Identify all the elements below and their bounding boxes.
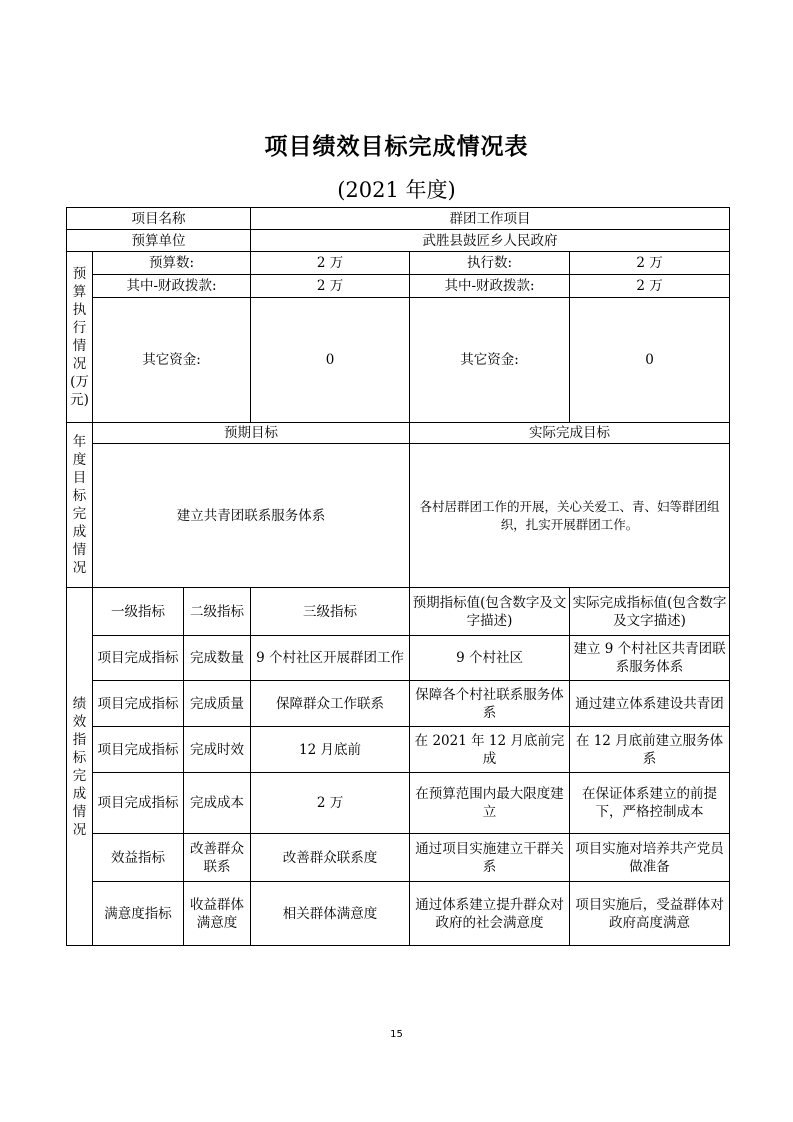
level2-cell: 完成时效 [184,727,251,773]
level3-cell: 9 个村社区开展群团工作 [251,636,410,681]
level2-cell: 完成数量 [184,636,251,681]
executed-amount-value: 2 万 [570,252,730,275]
level1-cell: 项目完成指标 [93,636,184,681]
page-title: 项目绩效目标完成情况表 [264,134,529,160]
indicator-header-row [67,588,730,636]
actual-cell: 在保证体系建立的前提下，严格控制成本 [570,773,730,834]
fiscal-executed-value: 2 万 [570,275,730,298]
other-budget-value: 0 [251,298,410,423]
annual-content-row [67,444,730,588]
header-actual: 实际完成指标值(包含数字及文字描述) [570,588,730,636]
header-level1: 一级指标 [93,588,184,636]
page-number: 15 [390,1029,403,1040]
page-subtitle: (2021 年度) [337,178,456,202]
other-executed-value: 0 [570,298,730,423]
level2-cell: 改善群众联系 [184,834,251,882]
project-name-value: 群团工作项目 [251,208,730,230]
level3-cell: 2 万 [251,773,410,834]
level3-cell: 相关群体满意度 [251,882,410,946]
level2-cell: 完成质量 [184,681,251,727]
level2-cell: 收益群体满意度 [184,882,251,946]
level1-cell: 效益指标 [93,834,184,882]
budget-unit-row [67,230,730,252]
fiscal-row [67,275,730,298]
table-row [67,773,730,834]
table-row [67,834,730,882]
performance-table [66,207,730,946]
actual-cell: 在 12 月底前建立服务体系 [570,727,730,773]
level3-cell: 保障群众工作联系 [251,681,410,727]
executed-amount-label: 执行数: [410,252,570,275]
actual-cell: 通过建立体系建设共青团 [570,681,730,727]
project-name-row [67,208,730,230]
actual-cell: 建立 9 个村社区共青团联系服务体系 [570,636,730,681]
level1-cell: 项目完成指标 [93,773,184,834]
budget-row [67,252,730,275]
budget-side-label: 预 算 执 行 情 况 (万 元) [67,252,93,423]
budget-unit-label: 预算单位 [67,230,251,252]
level3-cell: 12 月底前 [251,727,410,773]
expected-cell: 保障各个村社联系服务体系 [410,681,570,727]
expected-cell: 通过项目实施建立干群关系 [410,834,570,882]
fiscal-budget-value: 2 万 [251,275,410,298]
level1-cell: 项目完成指标 [93,727,184,773]
expected-cell: 通过体系建立提升群众对政府的社会满意度 [410,882,570,946]
level1-cell: 满意度指标 [93,882,184,946]
expected-target-header: 预期目标 [93,423,410,444]
budget-amount-value: 2 万 [251,252,410,275]
annual-side-label: 年 度 目 标 完 成 情 况 [67,423,93,588]
actual-target-header: 实际完成目标 [410,423,730,444]
table-row [67,727,730,773]
budget-amount-label: 预算数: [93,252,251,275]
fiscal-budget-label: 其中-财政拨款: [93,275,251,298]
actual-cell: 项目实施后，受益群体对政府高度满意 [570,882,730,946]
table-row [67,882,730,946]
other-budget-label: 其它资金: [93,298,251,423]
expected-cell: 在预算范围内最大限度建立 [410,773,570,834]
level3-cell: 改善群众联系度 [251,834,410,882]
table-row [67,636,730,681]
expected-target-text: 建立共青团联系服务体系 [93,444,410,588]
annual-header-row [67,423,730,444]
expected-cell: 在 2021 年 12 月底前完成 [410,727,570,773]
performance-side-label: 绩 效 指 标 完 成 情 况 [67,588,93,946]
header-level2: 二级指标 [184,588,251,636]
expected-cell: 9 个村社区 [410,636,570,681]
header-expected: 预期指标值(包含数字及文字描述) [410,588,570,636]
project-name-label: 项目名称 [67,208,251,230]
actual-target-text: 各村居群团工作的开展，关心关爱工、青、妇等群团组织，扎实开展群团工作。 [410,444,730,588]
other-executed-label: 其它资金: [410,298,570,423]
header-level3: 三级指标 [251,588,410,636]
level1-cell: 项目完成指标 [93,681,184,727]
table-row [67,681,730,727]
actual-cell: 项目实施对培养共产党员做准备 [570,834,730,882]
fiscal-executed-label: 其中-财政拨款: [410,275,570,298]
budget-unit-value: 武胜县鼓匠乡人民政府 [251,230,730,252]
level2-cell: 完成成本 [184,773,251,834]
other-funds-row [67,298,730,423]
